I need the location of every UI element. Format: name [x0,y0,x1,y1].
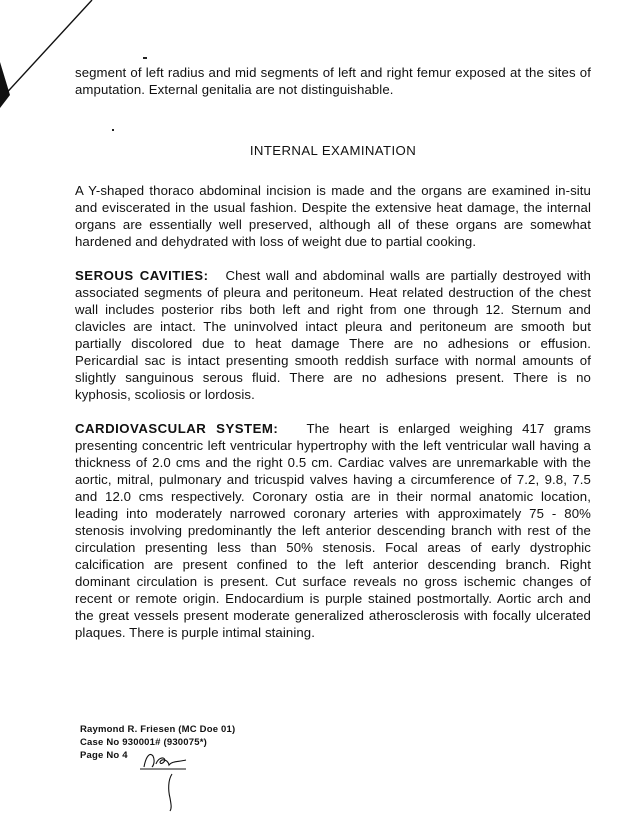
intro-paragraph: A Y-shaped thoraco abdominal incision is made and the organs are examined in-situ and eviscerated in the usual fashion. Despite the extensive heat damage, the internal organs are essentially well preserved, although all of these organs are somewhat hardened and dehydrated with loss of weight due to partial cooking. [75,183,591,249]
footer-case-number: Case No 930001# (930075*) [80,737,208,748]
cardiovascular-text: The heart is enlarged weighing 417 grams presenting concentric left ventricular hypertrophy with the left ventricular wall having a thickness of 2.0 cms and the right 0.5 cm. Cardiac valves are unremarkable with the aortic, mitral, pulmonary and tricuspid valves having a circumference of 7.2, 9.8, 7.5 and 12.0 cms respectively. Coronary ostia are in their normal anatomic location, leading into moderately narrowed coronary arteries with approximately 75 - 80% stenosis involving predominantly the left anterior descending branch with rest of the circulation presenting less than 50% stenosis. Focal areas of early dystrophic calcification are present confined to the left anterior descending branch. Right dominant circulation is present. Cut surface reveals no gross ischemic changes of recent or remote origin. Endocardium is purple stained postmortally. Aortic arch and the great vessels present moderate generalized atherosclerosis with focally ulcerated plaques. There is purple intimal staining. [75,421,591,640]
serous-cavities-heading: SEROUS CAVITIES: [75,268,209,283]
section-title: INTERNAL EXAMINATION [249,143,417,158]
serous-cavities-text: Chest wall and abdominal walls are partially destroyed with associated segments of pleura and peritoneum. Heat related destruction of the chest wall includes posterior ribs both left and right from one through 12. Sternum and clavicles are intact. The uninvolved intact pleura and peritoneum are smooth but partially discolored due to heat damage There are no adhesions or effusion. Pericardial sac is intact presenting smooth reddish surface with normal amounts of slightly sanguinous serous fluid. There are no adhesions present. There is no kyphosis, scoliosis or lordosis. [75,268,591,402]
handwritten-initials-signature [138,750,198,812]
continuation-paragraph: segment of left radius and mid segments of left and right femur exposed at the sites of amputation. External genitalia are not distinguishable. [75,65,591,97]
footer-page-number: Page No 4 [80,750,128,761]
footer-author: Raymond R. Friesen (MC Doe 01) [80,724,236,735]
document-body [75,64,591,658]
cardiovascular-paragraph [75,420,591,641]
serous-cavities-paragraph [75,267,591,403]
stray-mark [143,57,147,59]
cardiovascular-heading: CARDIOVASCULAR SYSTEM: [75,421,279,436]
